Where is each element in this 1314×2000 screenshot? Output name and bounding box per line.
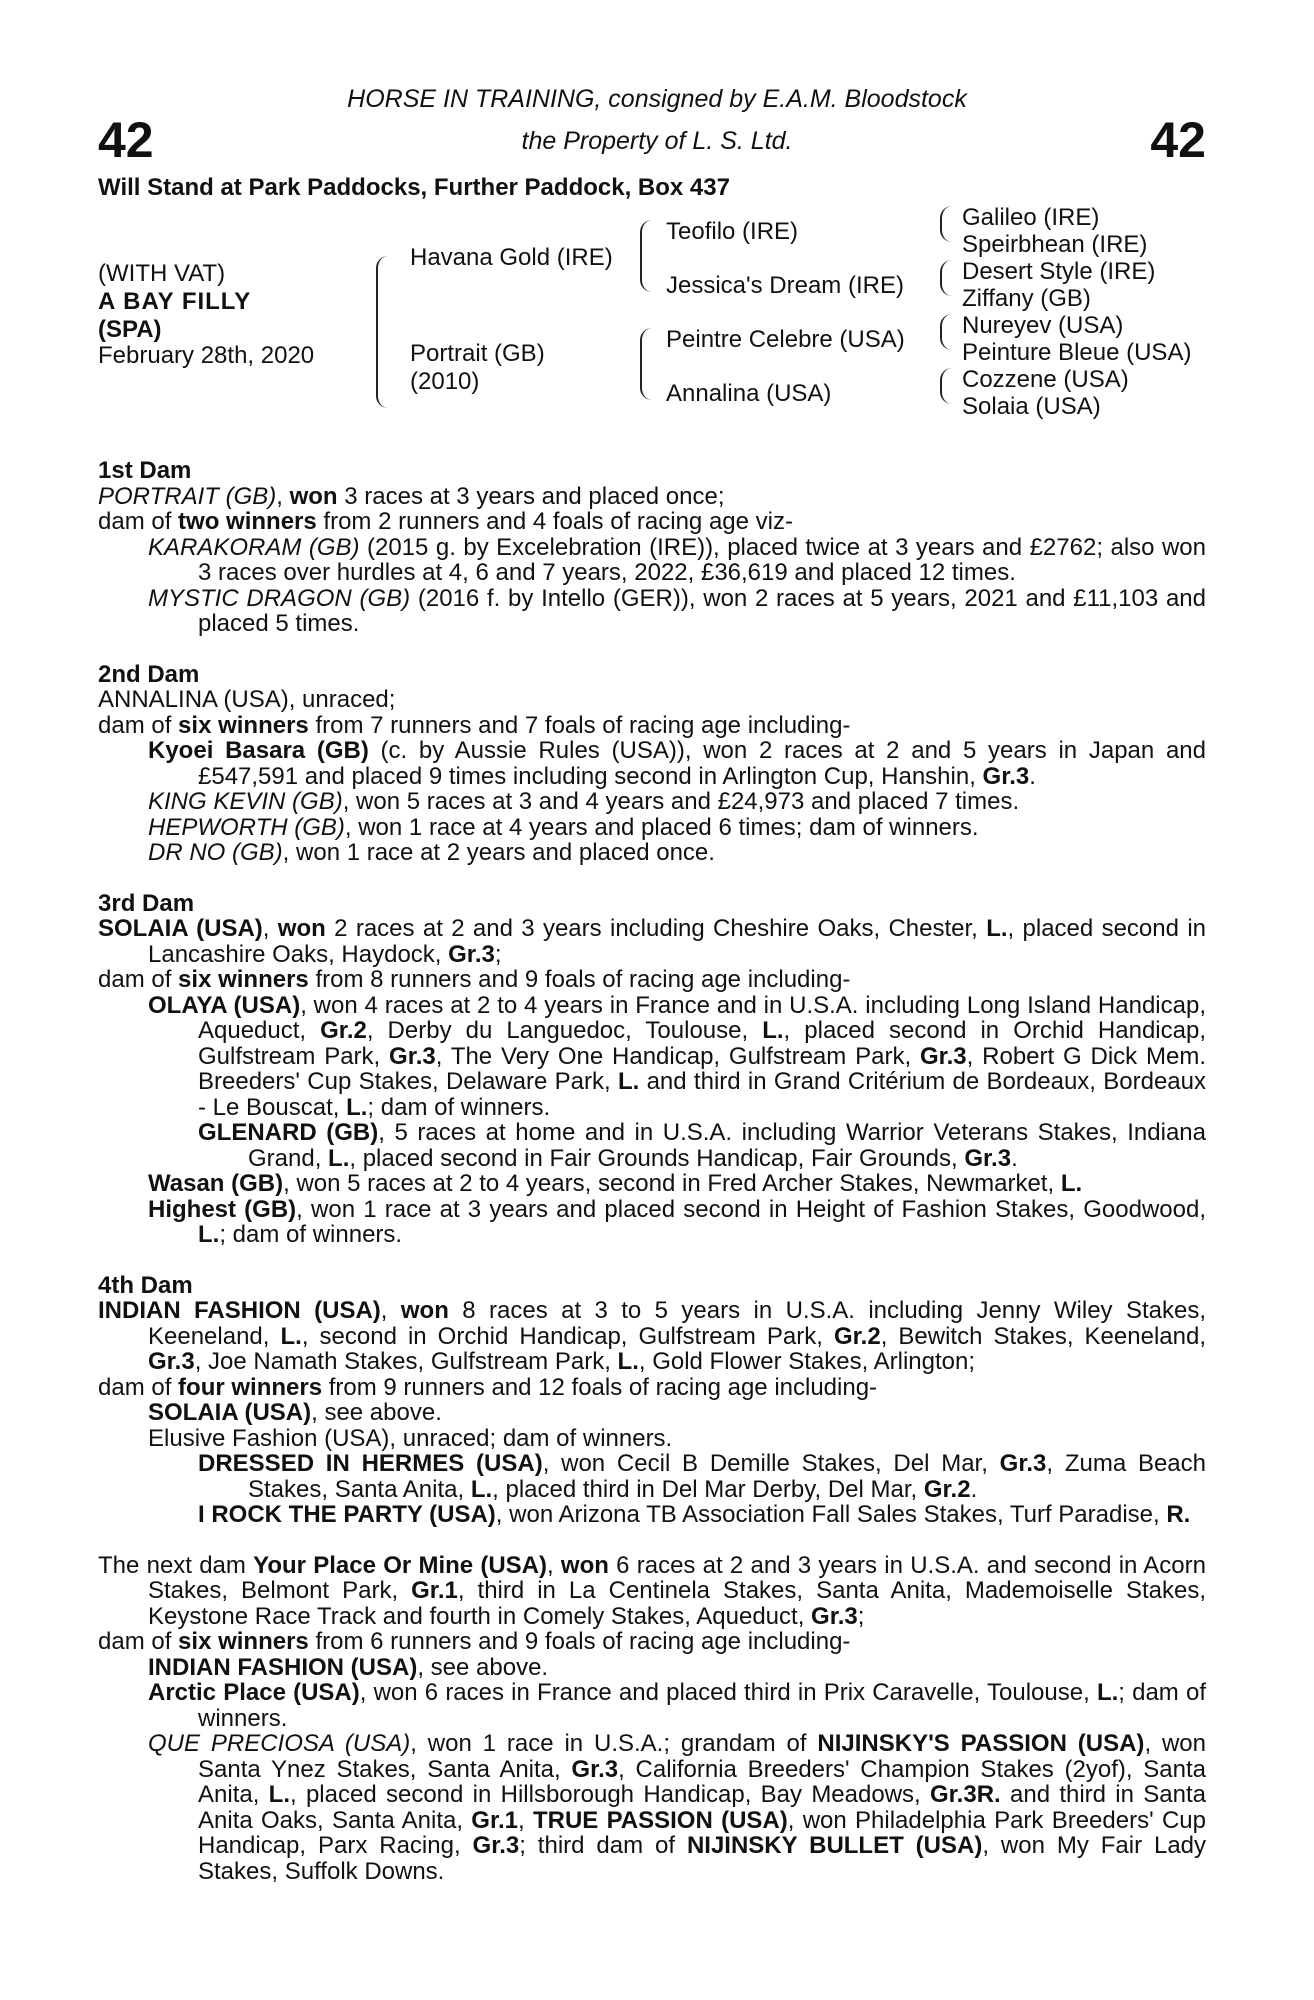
text-run: 8 races at 3 to 5 years in U.S.A. including Jenny Wiley Stakes, Keeneland, (148, 1297, 1206, 1350)
next-dam-produce-entry (98, 1731, 1206, 1884)
vat-label: (WITH VAT) (98, 260, 226, 287)
next-dam-produce-entry (98, 1680, 1206, 1731)
pedigree-brace-sire-top (640, 220, 656, 256)
bold-text-run: NIJINSKY BULLET (USA) (686, 1832, 983, 1859)
text-run: , Robert G Dick Mem. Breeders' Cup Stakes, Delaware Park, (198, 1042, 1206, 1095)
bold-text-run: Gr.3 (811, 1602, 858, 1630)
third-dam-produce-entry (98, 1171, 1206, 1197)
bold-text-run: Highest (GB) (148, 1195, 297, 1223)
text-run: dam of (98, 966, 179, 993)
text-run: from 9 runners and 12 foals of racing age including- (322, 1373, 878, 1401)
text-run: The next dam (98, 1551, 254, 1579)
text-run: , won Arizona TB Association Fall Sales Stakes, Turf Paradise, (495, 1501, 1167, 1528)
sire: Havana Gold (IRE) (410, 244, 613, 271)
next-dam-produce-summary (98, 1629, 1206, 1655)
horse-name: A BAY FILLY (98, 288, 252, 315)
text-run: , Derby du Languedoc, Toulouse, (366, 1017, 763, 1044)
bold-text-run: Gr.1 (471, 1806, 518, 1834)
text-run: , won 4 races at 2 to 4 years in France and in U.S.A. including Long Island Handicap, Aqueduct, (198, 991, 1207, 1044)
next-dam-record (98, 1553, 1206, 1630)
horse-country: (SPA) (98, 316, 162, 343)
text-run: 3 races at 3 years and placed once; (337, 482, 725, 510)
pedigree-brace-dam-bottom (640, 364, 656, 400)
text-run: ; dam of winners. (219, 1221, 403, 1248)
bold-text-run: Gr.3 (571, 1755, 619, 1783)
third-dam-grand-produce-entry (98, 1120, 1206, 1171)
fourth-dam-produce-entry (98, 1426, 1206, 1452)
text-run: , won 6 races in France and placed third in Prix Caravelle, Toulouse, (359, 1679, 1097, 1706)
sire-sire: Teofilo (IRE) (666, 218, 799, 245)
third-dam-heading: 3rd Dam (98, 889, 195, 917)
text-run: and third in Grand Critérium de Bordeaux, Bordeaux - Le Bouscat, (198, 1068, 1207, 1121)
text-run: dam of (98, 1373, 179, 1401)
bold-text-run: Gr.2 (320, 1017, 367, 1044)
bold-text-run: L. (1096, 1679, 1119, 1706)
bold-text-run: Your Place Or Mine (USA) (253, 1551, 548, 1579)
fourth-dam-produce-summary (98, 1375, 1206, 1401)
bold-text-run: SOLAIA (USA) (148, 1399, 312, 1426)
text-run: , The Very One Handicap, Gulfstream Park, (435, 1042, 920, 1070)
bold-text-run: TRUE PASSION (USA) (532, 1806, 788, 1834)
sire-sire-dam: Speirbhean (IRE) (962, 231, 1148, 258)
bold-text-run: six winners (178, 711, 309, 739)
text-run: . (1029, 762, 1036, 790)
bold-text-run: SOLAIA (USA) (98, 915, 263, 942)
text-run: , Zuma Beach Stakes, Santa Anita, (248, 1450, 1206, 1503)
first-dam-record (98, 484, 1206, 510)
pedigree-brace-gen3-4-bottom (940, 386, 956, 404)
bold-text-run: L. (986, 915, 1008, 942)
bold-text-run: L. (1060, 1170, 1083, 1197)
text-run: , (518, 1806, 533, 1834)
text-run: ; dam of winners. (367, 1093, 551, 1121)
fourth-dam-heading: 4th Dam (98, 1271, 193, 1299)
text-run: , won 1 race at 4 years and placed 6 times; dam of winners. (344, 813, 979, 841)
text-run: . (970, 1475, 978, 1503)
dam: Portrait (GB) (410, 340, 545, 367)
bold-text-run: L. (328, 1144, 350, 1172)
text-run: ; dam of winners. (198, 1679, 1206, 1732)
property-line: the Property of L. S. Ltd. (521, 127, 793, 155)
second-dam-record (98, 687, 1206, 713)
second-dam-section (98, 662, 1206, 866)
bold-text-run: DRESSED IN HERMES (USA) (198, 1450, 543, 1477)
text-run: , placed third in Del Mar Derby, Del Mar, (492, 1475, 924, 1503)
bold-text-run: Gr.3 (148, 1348, 195, 1375)
bold-text-run: Gr.3 (472, 1832, 520, 1859)
text-run: , placed second in Fair Grounds Handicap, Fair Grounds, (349, 1144, 965, 1172)
text-run: ; (494, 940, 502, 968)
text-run: from 7 runners and 7 foals of racing age including- (308, 711, 851, 739)
italic-text-run: DR NO (GB) (148, 839, 283, 866)
bold-text-run: Gr.2 (923, 1475, 971, 1503)
bold-text-run: won (277, 915, 326, 942)
dam-dam: Annalina (USA) (666, 380, 832, 407)
next-dam-produce-entry (98, 1655, 1206, 1681)
text-run: , won 5 races at 3 and 4 years and £24,973 and placed 7 times. (342, 788, 1020, 815)
bold-text-run: INDIAN FASHION (USA) (148, 1653, 418, 1681)
text-run: . (1011, 1144, 1018, 1172)
text-run: , won 1 race at 2 years and placed once. (282, 839, 715, 866)
italic-text-run: HEPWORTH (GB) (148, 813, 345, 841)
bold-text-run: L. (762, 1017, 784, 1044)
fourth-dam-section (98, 1273, 1206, 1528)
bold-text-run: Kyoei Basara (GB) (148, 737, 369, 764)
sire-dam: Jessica's Dream (IRE) (666, 272, 904, 299)
bold-text-run: Gr.3 (389, 1042, 436, 1070)
text-run: , placed second in Hillsborough Handicap, Bay Meadows, (290, 1781, 930, 1808)
bold-text-run: R. (1166, 1501, 1191, 1528)
pedigree-brace-gen3-2-bottom (940, 278, 956, 296)
text-run: and third in Santa Anita Oaks, Santa Anita, (198, 1781, 1206, 1834)
bold-text-run: won (289, 482, 338, 510)
lot-number-right: 42 (1150, 112, 1206, 168)
text-run: dam of (98, 508, 179, 535)
text-run: , California Breeders' Champion Stakes (2yof), Santa Anita, (198, 1755, 1206, 1808)
bold-text-run: two winners (178, 508, 317, 535)
text-run: , placed second in Lancashire Oaks, Haydock, (148, 915, 1206, 968)
text-run: dam of (98, 1628, 179, 1655)
italic-text-run: KARAKORAM (GB) (148, 533, 360, 561)
bold-text-run: L. (268, 1781, 290, 1808)
bold-text-run: Gr.3 (999, 1450, 1047, 1477)
text-run: , third in La Centinela Stakes, Santa Anita, Mademoiselle Stakes, Keystone Race Track and fourth in Comely Stakes, Aqueduct, (148, 1577, 1206, 1630)
pedigree-brace-gen3-3-bottom (940, 332, 956, 350)
bold-text-run: L. (198, 1221, 220, 1248)
bold-text-run: L. (346, 1093, 368, 1121)
third-dam-produce-summary (98, 967, 1206, 993)
text-run: , won Cecil B Demille Stakes, Del Mar, (542, 1450, 1000, 1477)
second-dam-produce-entry (98, 789, 1206, 815)
next-dam-section (98, 1553, 1206, 1885)
dam-dam-dam: Solaia (USA) (962, 393, 1101, 420)
bold-text-run: L. (280, 1322, 302, 1350)
text-run: Elusive Fashion (USA), unraced; dam of winners. (148, 1424, 673, 1452)
catalogue-body (98, 458, 1206, 1884)
bold-text-run: Gr.3 (982, 762, 1030, 790)
bold-text-run: four winners (178, 1373, 323, 1401)
dam-dam-sire: Cozzene (USA) (962, 366, 1129, 393)
dam-sire: Peintre Celebre (USA) (666, 326, 905, 353)
text-run: 2 races at 2 and 3 years including Cheshire Oaks, Chester, (325, 915, 987, 942)
pedigree-brace-main-top (376, 256, 392, 332)
bold-text-run: won (400, 1297, 449, 1324)
text-run: , second in Orchid Handicap, Gulfstream Park, (301, 1322, 834, 1350)
second-dam-produce-entry (98, 738, 1206, 789)
bold-text-run: INDIAN FASHION (USA) (98, 1297, 381, 1324)
sire-dam-sire: Desert Style (IRE) (962, 258, 1156, 285)
bold-text-run: won (560, 1551, 609, 1579)
bold-text-run: Gr.1 (411, 1577, 458, 1604)
bold-text-run: Gr.3 (448, 940, 495, 968)
first-dam-produce-entry (98, 586, 1206, 637)
second-dam-produce-entry (98, 840, 1206, 866)
text-run: , won Santa Ynez Stakes, Santa Anita, (198, 1730, 1207, 1783)
italic-text-run: PORTRAIT (GB) (98, 482, 277, 510)
bold-text-run: L. (617, 1348, 639, 1375)
first-dam-produce-entry (98, 535, 1206, 586)
second-dam-produce-summary (98, 713, 1206, 739)
bold-text-run: Gr.3 (964, 1144, 1012, 1172)
bold-text-run: L. (470, 1475, 493, 1503)
text-run: , 5 races at home and in U.S.A. including Warrior Veterans Stakes, Indiana Grand, (248, 1119, 1206, 1172)
dam-year: (2010) (410, 368, 480, 395)
text-run: from 6 runners and 9 foals of racing age including- (308, 1628, 851, 1655)
bold-text-run: OLAYA (USA) (148, 991, 301, 1019)
italic-text-run: MYSTIC DRAGON (GB) (148, 584, 411, 612)
bold-text-run: six winners (178, 966, 309, 993)
text-run: , won 5 races at 2 to 4 years, second in Fred Archer Stakes, Newmarket, (283, 1170, 1061, 1197)
foaling-date: February 28th, 2020 (98, 342, 315, 369)
third-dam-section (98, 891, 1206, 1248)
consignment-line: HORSE IN TRAINING, consigned by E.A.M. Bloodstock (347, 85, 967, 113)
second-dam-heading: 2nd Dam (98, 660, 200, 688)
fourth-dam-grand-produce-entry (98, 1502, 1206, 1528)
dam-sire-dam: Peinture Bleue (USA) (962, 339, 1192, 366)
text-run: , see above. (311, 1399, 442, 1426)
italic-text-run: KING KEVIN (GB) (148, 788, 343, 815)
bold-text-run: Gr.3 (919, 1042, 967, 1070)
text-run: , Gold Flower Stakes, Arlington; (638, 1348, 976, 1375)
pedigree-brace-main-bottom (376, 332, 392, 408)
bold-text-run: Gr.3R. (930, 1781, 1001, 1808)
pedigree-brace-dam-top (640, 328, 656, 364)
stand-location: Will Stand at Park Paddocks, Further Paddock, Box 437 (98, 174, 730, 201)
text-run: (c. by Aussie Rules (USA)), won 2 races at 2 and 5 years in Japan and £547,591 and placed 9 times including second in Arlington Cup, Hanshin, (198, 737, 1206, 790)
text-run: ; (857, 1602, 865, 1630)
text-run: , won Philadelphia Park Breeders' Cup Handicap, Parx Racing, (198, 1806, 1206, 1859)
text-run: , Joe Namath Stakes, Gulfstream Park, (194, 1348, 618, 1375)
bold-text-run: NIJINSKY'S PASSION (USA) (817, 1730, 1145, 1757)
text-run: 6 races at 2 and 3 years in U.S.A. and second in Acorn Stakes, Belmont Park, (148, 1551, 1206, 1604)
pedigree-brace-gen3-3-top (940, 314, 956, 332)
bold-text-run: I ROCK THE PARTY (USA) (198, 1501, 496, 1528)
text-run: (2015 g. by Excelebration (IRE)), placed twice at 3 years and £2762; also won 3 races over hurdles at 4, 6 and 7 years, 2022, £36,619 and placed 12 times. (198, 533, 1207, 586)
pedigree-brace-gen3-2-top (940, 260, 956, 278)
italic-text-run: QUE PRECIOSA (USA) (148, 1730, 411, 1757)
text-run: , (262, 915, 278, 942)
bold-text-run: Gr.2 (833, 1322, 881, 1350)
third-dam-produce-entry (98, 1197, 1206, 1248)
text-run: ANNALINA (USA), unraced; (98, 686, 396, 713)
text-run: (2016 f. by Intello (GER)), won 2 races at 5 years, 2021 and £11,103 and placed 5 times. (198, 584, 1206, 637)
bold-text-run: Wasan (GB) (148, 1170, 284, 1197)
text-run: ; third dam of (519, 1832, 687, 1859)
text-run: , (380, 1297, 401, 1324)
pedigree-brace-gen3-1-bottom (940, 224, 956, 242)
text-run: , (547, 1551, 561, 1579)
text-run: , Bewitch Stakes, Keeneland, (880, 1322, 1206, 1350)
text-run: , placed second in Orchid Handicap, Gulfstream Park, (198, 1017, 1207, 1070)
fourth-dam-record (98, 1298, 1206, 1375)
pedigree-brace-gen3-4-top (940, 368, 956, 386)
pedigree-brace-sire-bottom (640, 256, 656, 292)
text-run: from 2 runners and 4 foals of racing age viz- (316, 508, 793, 535)
text-run: , won 1 race in U.S.A.; grandam of (410, 1730, 818, 1757)
pedigree-brace-gen3-1-top (940, 206, 956, 224)
first-dam-section (98, 458, 1206, 637)
text-run: , see above. (417, 1653, 549, 1681)
text-run: , won 1 race at 3 years and placed second in Height of Fashion Stakes, Goodwood, (296, 1195, 1206, 1223)
bold-text-run: six winners (178, 1628, 309, 1655)
sire-sire-sire: Galileo (IRE) (962, 204, 1100, 231)
bold-text-run: L. (617, 1068, 640, 1095)
first-dam-produce-summary (98, 509, 1206, 535)
third-dam-produce-entry (98, 993, 1206, 1121)
dam-sire-sire: Nureyev (USA) (962, 312, 1124, 339)
bold-text-run: GLENARD (GB) (198, 1119, 379, 1146)
text-run: , won My Fair Lady Stakes, Suffolk Downs. (198, 1832, 1207, 1885)
sire-dam-dam: Ziffany (GB) (962, 285, 1091, 312)
fourth-dam-grand-produce-entry (98, 1451, 1206, 1502)
text-run: , (276, 482, 290, 510)
fourth-dam-produce-entry (98, 1400, 1206, 1426)
text-run: from 8 runners and 9 foals of racing age including- (308, 966, 851, 993)
third-dam-record (98, 916, 1206, 967)
second-dam-produce-entry (98, 815, 1206, 841)
text-run: dam of (98, 711, 179, 739)
lot-number-left: 42 (98, 112, 154, 168)
bold-text-run: Arctic Place (USA) (148, 1679, 360, 1706)
first-dam-heading: 1st Dam (98, 457, 192, 484)
